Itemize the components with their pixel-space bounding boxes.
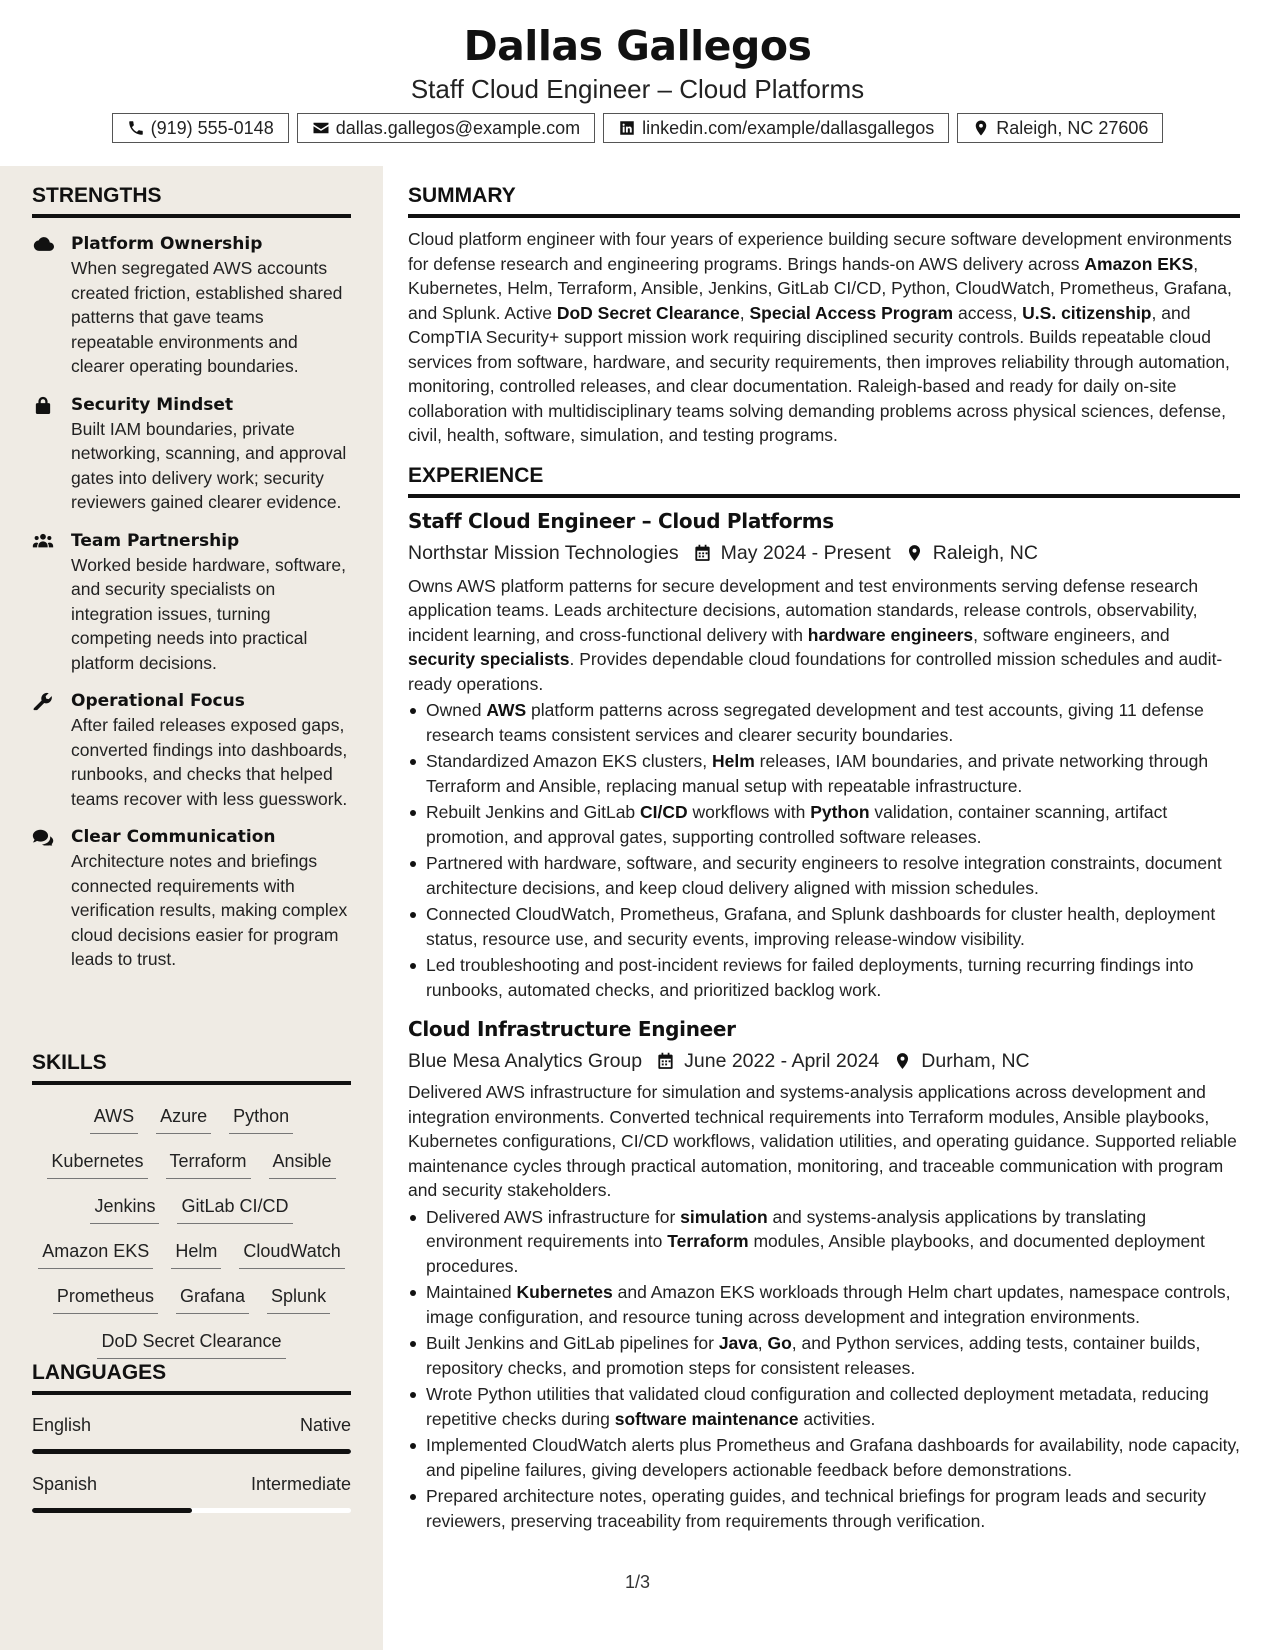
map-pin-icon (972, 119, 990, 137)
job-bullet: Standardized Amazon EKS clusters, Helm releases, IAM boundaries, and private networking through Terraform and Ansible, replacing manual setup with repeatable infrastructure. (408, 749, 1240, 798)
skill-tag: Terraform (166, 1146, 251, 1179)
strength-description: Architecture notes and briefings connected requirements with verification results, making complex cloud decisions easier for program leads to trust. (71, 851, 348, 969)
job-title: Staff Cloud Engineer – Cloud Platforms (408, 508, 834, 533)
job-bullet: Owned AWS platform patterns across segregated development and test accounts, giving 11 defense research teams consistent services and clearer security boundaries. (408, 698, 1240, 747)
job-bullet: Wrote Python utilities that validated cloud configuration and collected deployment metadata, reducing repetitive checks during software maintenance activities. (408, 1382, 1240, 1431)
wrench-icon (32, 691, 56, 711)
skill-tag: Jenkins (90, 1191, 159, 1224)
skill-tag: Ansible (269, 1146, 336, 1179)
job-dates: May 2024 - Present (720, 541, 891, 564)
job-bullet: Partnered with hardware, software, and security engineers to resolve integration constraints, document architecture decisions, and keep cloud delivery aligned with mission schedules. (408, 851, 1240, 900)
contact-location (957, 113, 1163, 143)
map-pin-icon (893, 1051, 913, 1071)
candidate-name: Dallas Gallegos (463, 22, 812, 70)
job-summary: Owns AWS platform patterns for secure development and test environments serving defense research application teams. Leads architecture decisions, automation standards, release controls, observability, incident learning, and cross-functional delivery with hardware engineers, software engineers, and security specialists. Provides dependable cloud foundations for controlled mission schedules and audit-ready operations. (408, 575, 1223, 694)
skill-tag: Helm (171, 1236, 221, 1269)
experience-heading: EXPERIENCE (408, 464, 1240, 498)
job-bullet: Delivered AWS infrastructure for simulation and systems-analysis applications by translating environment requirements into Terraform modules, Ansible playbooks, and documented deployment procedures. (408, 1205, 1240, 1279)
users-icon (32, 531, 56, 551)
calendar-icon (656, 1051, 676, 1071)
strength-title: Clear Communication (71, 827, 276, 847)
strength-title: Security Mindset (71, 394, 234, 415)
summary-heading: SUMMARY (408, 184, 1240, 218)
skill-tag: Python (229, 1101, 293, 1134)
skill-tag: Kubernetes (47, 1146, 147, 1179)
language-level: Native (299, 1415, 351, 1435)
skill-tag: GitLab CI/CD (177, 1191, 292, 1224)
skill-tag: Grafana (176, 1281, 249, 1314)
job-summary: Delivered AWS infrastructure for simulation and systems-analysis applications across development and integration environments. Converted technical requirements into Terraform modules, Ansible playbooks, Kubernetes configurations, CI/CD workflows, validation utilities, and operating guidance. Supported reliable maintenance cycles through practical automation, monitoring, and traceable communication with program and security stakeholders. (408, 1082, 1237, 1200)
strength-description: Worked beside hardware, software, and security specialists on integration issues, turning competing needs into practical platform decisions. (71, 554, 346, 673)
job-title: Cloud Infrastructure Engineer (408, 1017, 736, 1041)
skills-list (32, 1101, 351, 1359)
candidate-title: Staff Cloud Engineer – Cloud Platforms (410, 74, 865, 104)
contact-phone-text: (919) 555-0148 (150, 117, 274, 138)
sidebar (0, 166, 383, 1650)
skills-section (32, 1051, 351, 1359)
strength-item (32, 393, 351, 515)
skill-tag: DoD Secret Clearance (97, 1326, 285, 1359)
envelope-icon (312, 119, 330, 137)
language-name: Spanish (32, 1474, 98, 1494)
skill-tag: CloudWatch (239, 1236, 344, 1269)
contact-phone[interactable] (112, 113, 289, 143)
job-bullet: Led troubleshooting and post-incident reviews for failed deployments, turning recurring findings into runbooks, automated checks, and prioritized backlog work. (408, 953, 1240, 1002)
job-location: Raleigh, NC (932, 541, 1038, 564)
contact-location-text: Raleigh, NC 27606 (996, 117, 1149, 138)
comments-icon (32, 827, 56, 847)
phone-icon (127, 119, 145, 137)
page-number: 1/3 (624, 1572, 651, 1592)
job-meta (408, 1046, 1240, 1076)
strength-description: When segregated AWS accounts created friction, established shared patterns that gave teams repeatable environments and clearer operating boundaries. (71, 258, 343, 376)
strength-description: Built IAM boundaries, private networking, scanning, and approval gates into delivery work; security reviewers gained clearer evidence. (71, 418, 347, 512)
strength-description: After failed releases exposed gaps, converted findings into dashboards, runbooks, and checks that helped teams recover with less guesswork. (71, 715, 348, 809)
contact-linkedin[interactable] (603, 113, 949, 143)
job-bullets (408, 698, 1240, 1002)
contact-bar (0, 113, 1275, 143)
strength-item (32, 825, 351, 972)
job-entry (408, 1014, 1240, 1533)
job-bullets (408, 1205, 1240, 1534)
languages-section (32, 1361, 351, 1513)
skill-tag: Splunk (267, 1281, 330, 1314)
linkedin-icon (618, 119, 636, 137)
language-item (32, 1413, 351, 1454)
job-bullet: Implemented CloudWatch alerts plus Prometheus and Grafana dashboards for availability, node capacity, and pipeline failures, giving developers actionable feedback before demonstrations. (408, 1433, 1240, 1482)
job-bullet: Built Jenkins and GitLab pipelines for Java, Go, and Python services, adding tests, container builds, repository checks, and promotion steps for consistent releases. (408, 1331, 1240, 1380)
language-proficiency-fill (32, 1508, 192, 1513)
main-content (408, 184, 1240, 1533)
job-bullet: Connected CloudWatch, Prometheus, Grafana, and Splunk dashboards for cluster health, deployment status, resource use, and security events, improving release-window visibility. (408, 902, 1240, 951)
calendar-icon (693, 543, 713, 563)
contact-email-text: dallas.gallegos@example.com (335, 117, 581, 138)
job-bullet: Prepared architecture notes, operating guides, and technical briefings for program leads and security reviewers, preserving traceability from requirements through verification. (408, 1484, 1240, 1533)
language-proficiency-bar (32, 1508, 351, 1513)
job-dates: June 2022 - April 2024 (684, 1050, 880, 1072)
strength-item (32, 232, 351, 379)
skills-heading: SKILLS (32, 1051, 351, 1085)
strength-title: Platform Ownership (71, 234, 263, 254)
contact-linkedin-text: linkedin.com/example/dallasgallegos (642, 117, 935, 138)
skill-tag: Amazon EKS (38, 1236, 153, 1269)
job-meta (408, 538, 1240, 568)
skill-tag: Prometheus (53, 1281, 158, 1314)
map-pin-icon (905, 543, 925, 563)
language-proficiency-fill (32, 1449, 351, 1454)
strength-item (32, 529, 351, 676)
language-proficiency-bar (32, 1449, 351, 1454)
strengths-section (32, 184, 351, 972)
job-location: Durham, NC (921, 1050, 1030, 1072)
job-company: Northstar Mission Technologies (408, 541, 679, 564)
languages-heading: LANGUAGES (32, 1361, 351, 1395)
skill-tag: Azure (156, 1101, 211, 1134)
summary-text: Cloud platform engineer with four years of experience building secure software development environments for defense research and engineering programs. Brings hands-on AWS delivery across Amazon EKS, Kubernetes, Helm, Terraform, Ansible, Jenkins, GitLab CI/CD, Python, CloudWatch, Prometheus, Grafana, and Splunk. Active DoD Secret Clearance, Special Access Program access, U.S. citizenship, and CompTIA Security+ support mission work requiring disciplined security controls. Builds repeatable cloud services from software, hardware, and security requirements, then improves reliability through automation, monitoring, controlled releases, and clear documentation. Raleigh-based and ready for daily on-site collaboration with multidisciplinary teams solving demanding problems across physical sciences, defense, civil, health, software, simulation, and testing programs. (408, 229, 1232, 445)
strength-item (32, 689, 351, 811)
job-bullet: Maintained Kubernetes and Amazon EKS workloads through Helm chart updates, namespace controls, image configuration, and resource tuning across development and integration environments. (408, 1280, 1240, 1329)
skill-tag: AWS (90, 1101, 138, 1134)
job-entry (408, 506, 1240, 1003)
lock-icon (32, 395, 56, 415)
cloud-icon (32, 234, 56, 254)
strengths-heading: STRENGTHS (32, 184, 351, 218)
job-bullet: Rebuilt Jenkins and GitLab CI/CD workflows with Python validation, container scanning, artifact promotion, and approval gates, supporting controlled software releases. (408, 800, 1240, 849)
strength-title: Team Partnership (71, 530, 240, 551)
language-item (32, 1472, 351, 1513)
language-level: Intermediate (250, 1474, 351, 1494)
language-name: English (32, 1415, 92, 1435)
contact-email[interactable] (297, 113, 595, 143)
strength-title: Operational Focus (71, 691, 245, 711)
job-company: Blue Mesa Analytics Group (408, 1050, 643, 1072)
